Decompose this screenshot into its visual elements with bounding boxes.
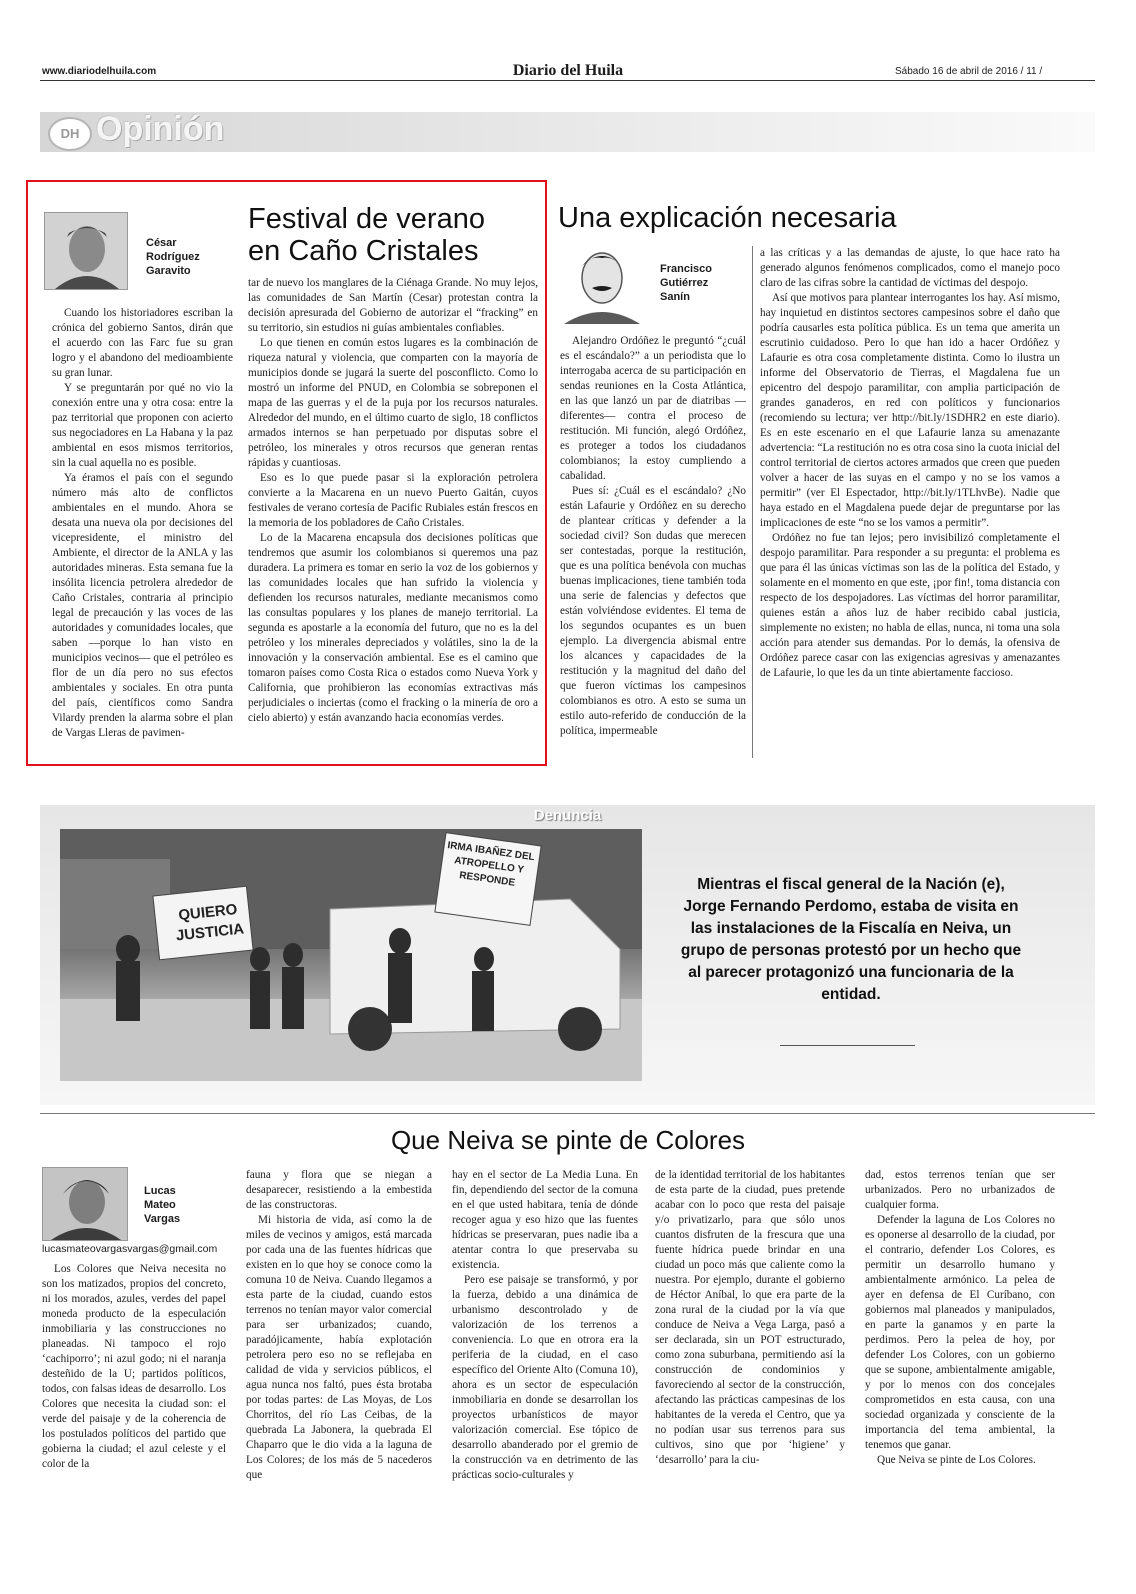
author-email[interactable]: lucasmateovargasvargas@gmail.com (42, 1243, 218, 1255)
article2-column-2: a las críticas y a las demandas de ajuste, lo que hace rato ha generado algunos fenómenos complicados, como el manejo poco claro de las cifras sobre la cantidad de víctimas del despojo. Así que motivos para plantear interrogantes los hay. Así mismo, hay inquietud en distintos sectores campesinos sobre el daño que podría causarles esta política pública. Es un tema que amerita un escrutinio cuidadoso. Pero lo que han ido a hacer Ordóñez y Lafaurie es otra cosa completamente distinta. Como lo ilustra un informe del Observatorio de Tierras, el Magdalena fue un epicentro del despojo paramilitar, con amplia participación de grandes ganaderos, en red con políticos y funcionarios (recomiendo su lectura; ver http://bit.ly/1SDHR2 en este diario). Es en este escenario en el que Lafaurie lanza su amenazante advertencia: “La restitución no es otra cosa sino la cuota inicial del control territorial de ciertos actores armados que creen que pueden volver a hacer de las suyas en el campo y no se los vamos a permitir” (ver El Espectador, http://bit.ly/1TLhvBe). Nadie que haya estado en el Magdalena puede dejar de preguntarse por las implicaciones de este “no se los vamos a permitir”. Ordóñez no fue tan lejos; pero invisibilizó completamente el despojo paramilitar. Para responder a su pregunta: el problema es que para él las únicas víctimas son las de la política del Estado, y solamente en el momento en que este, ¡por fin!, toma distancia con respecto de los despojadores. Las víctimas del horror paramilitar, quienes están a años luz de haber recibido cabal justicia, simplemente no existen; no habla de ellas, nunca, ni toma una sola acción para atender sus demandas. Por lo demás, la ofensiva de Ordóñez parece casar con las exigencias agresivas y amenazantes de Lafaurie, lo que les da un tinte abiertamente faccioso. (760, 247, 1060, 679)
author-photo-vargas (42, 1167, 128, 1241)
caption-rule (780, 1045, 915, 1046)
author-photo-rodriguez (44, 212, 128, 290)
dh-logo: DH (48, 117, 92, 151)
site-url: www.diariodelhuila.com (42, 66, 157, 77)
author-photo-gutierrez (560, 244, 644, 324)
headline-explicacion: Una explicación necesaria (558, 202, 897, 234)
article3-column-1: Los Colores que Neiva necesita no son los matizados, propios del concreto, ni los morados, azules, verdes del papel moneda producto de la especulación inmobiliaria y las construcciones no planeadas. Ni tampoco el rojo ‘cachiporro’; ni azul godo; ni el naranja desteñido de la U; partidos políticos, todos, con falsas ideas de desarrollo. Los Colores que necesita la ciudad son: el verde del paisaje y de la coherencia de los postulados políticos del partido que gobierna la ciudad; el azul celeste y el color de la (42, 1263, 226, 1470)
protest-photo (60, 829, 642, 1081)
article3-column-2: fauna y flora que se niegan a desaparecer, resistiendo a la embestida de las constructoras. Mi historia de vida, así como la de miles de vecinos y amigos, está marcada por cada una de las fuentes hídricas que existen en lo que hoy se conoce como la comuna 10 de Neiva. Cuando llegamos a esta parte de la ciudad, cuando estos terrenos no tenían mayor valor comercial para ser urbanizados; cuando, paradójicamente, había explotación petrolera pero eso no se reflejaba en calidad de vida y servicios públicos, el agua nunca nos faltó, pues ésta brotaba por todas partes: de Las Moyas, de Los Chorritos, del río Las Ceibas, de la quebrada La Jabonera, la quebrada El Chaparro que le dio vida a la laguna de Los Colores; de los más de 5 nacederos que (246, 1169, 432, 1481)
article3-column-5: dad, estos terrenos tenían que ser urbanizados. Pero no urbanizados de cualquier forma. Defender la laguna de Los Colores no es oponerse al desarrollo de la ciudad, por el contrario, defender Los Colores, es permitir un desarrollo humano y ambientalmente armónico. La pelea de ayer en defensa de El Curíbano, con gobiernos mal planeados y manipulados, en parte la ganamos y en parte la perdimos. Pero la pelea de hoy, por defender Los Colores, con un gobierno que se supone, ambientalmente amigable, y por lo menos con dos concejales comprometidos en esta causa, con una sociedad organizada y consciente de la importancia del tema ambiental, la tenemos que ganar. Que Neiva se pinte de Los Colores. (865, 1169, 1055, 1466)
sign-irma-ibanez: IRMA IBAÑEZ DEL ATROPELLO Y RESPONDE (446, 840, 536, 889)
denuncia-label: Denuncia (533, 807, 602, 824)
author-name-rodriguez: César Rodríguez Garavito (146, 237, 200, 277)
article3-column-3: hay en el sector de La Media Luna. En fin, dependiendo del sector de la comuna en el que usted habitara, tenía de dónde recoger agua y eso hizo que las fuentes hídricas se preservaran, pues nadie iba a atentar contra lo que preservaba su existencia. Pero ese paisaje se transformó, y por la fuerza, debido a una dinámica de urbanismo descontrolado y de valorización de los terrenos a conveniencia. Lo que en otrora era la periferia de la ciudad, en el caso específico del Oriente Alto (Comuna 10), ahora es un sector de especulación inmobiliaria en donde se desarrollan los proyectos urbanísticos de mayor valorización comercial. Ese tópico de desarrollo abanderado por el gremio de la construcción va en detrimento de las prácticas socio-culturales y (452, 1169, 638, 1481)
headline-neiva: Que Neiva se pinte de Colores (390, 1125, 746, 1155)
masthead-rule (40, 80, 1095, 81)
newspaper-title: Diario del Huila (512, 62, 624, 79)
issue-date: Sábado 16 de abril de 2016 / 11 / (895, 66, 1043, 77)
author-name-vargas: Lucas Mateo Vargas (144, 1185, 181, 1225)
section-rule (40, 1113, 1095, 1114)
article1-column-2: tar de nuevo los manglares de la Ciénaga Grande. No muy lejos, las comunidades de San Martín (Cesar) protestan contra la decisión apresurada del Gobierno de autorizar el “fracking” en su territorio, sin estudios ni guías ambientales confiables. Lo que tienen en común estos lugares es la combinación de riqueza natural y violencia, que comparten con la mayoría de municipios donde se jugará la suerte del posconflicto. Como lo mostró un informe del PNUD, en Colombia se sobreponen el mapa de las guerras y el de la puja por los recursos naturales. Alrededor del mundo, en el último cuarto de siglo, 18 conflictos armados internos se han perpetuado por disputas sobre el petróleo, los minerales y otros recursos que generan rentas rápidas y cuantiosas. Eso es lo que puede pasar si la exploración petrolera convierte a la Macarena en un nuevo Puerto Gaitán, cuyos festivales de verano cortesía de Pacific Rubiales están frescos en la memoria de los pobladores de Caño Cristales. Lo de la Macarena encapsula dos decisiones políticas que tendremos que asumir los colombianos si queremos una paz duradera. La primera es tomar en serio la voz de los gobiernos y las comunidades locales que han sufrido la violencia y defienden los recursos naturales, mediante mecanismos como las consultas populares y los planes de manejo territorial. La segunda es apostarle a la economía del futuro, que no es la del petróleo y los minerales depreciados y volátiles, sino la de la innovación y la conservación ambiental. Ese es el camino que tomaron países como Costa Rica o estados como Nueva York y California, que prohibieron las economías extractivas más perjudiciales o inciertas (como el fracking o la minería de oro a cielo abierto) y están avanzando hacia economías verdes. (248, 277, 538, 724)
section-name: Opinión (96, 110, 225, 148)
sign-quiero-justicia: QUIERO JUSTICIA (175, 901, 245, 945)
author-name-gutierrez: Francisco Gutiérrez Sanín (660, 263, 712, 303)
photo-caption: Mientras el fiscal general de la Nación (e), Jorge Fernando Perdomo, estaba de visita en las instalaciones de la Fiscalía en Neiva, un grupo de personas protestó por un hecho que al parecer protagonizó una funcionaria de la entidad. (680, 876, 1022, 1003)
article2-column-1: Alejandro Ordóñez le preguntó “¿cuál es el escándalo?” a un periodista que lo interrogaba acerca de su participación en sendas reuniones en la Costa Atlántica, en las que lanzó un par de diatribas —diferentes— contra el proceso de restitución. Mi función, alegó Ordóñez, es proteger a todos los ciudadanos colombianos; la estoy cumpliendo a cabalidad. Pues sí: ¿Cuál es el escándalo? ¿No están Lafaurie y Ordóñez en su derecho de plantear críticas y defender a la sociedad civil? Son dudas que merecen ser contestadas, porque la restitución, que es una política benévola con muchas buenas implicaciones, tiene también toda una serie de falencias y defectos que están volviéndose evidentes. El tema de los segundos ocupantes es un buen ejemplo. La divergencia abismal entre los alcances y capacidades de la restitución y la magnitud del daño del que fueron víctimas los campesinos colombianos es otro. A esto se suma un estilo auto-referido de conducción de la política, impermeable (560, 335, 746, 737)
column-divider (752, 246, 753, 758)
article1-column-1: Cuando los historiadores escriban la crónica del gobierno Santos, dirán que el acuerdo con las Farc fue su gran logro y el abandono del medioambiente su gran lunar. Y se preguntarán por qué no vio la conexión entre una y otra cosa: entre la paz territorial que proponen con acierto sus negociadores en La Habana y la paz ambiental en esos mismos territorios, sin la cual aquella no es posible. Ya éramos el país con el segundo número más alto de conflictos ambientales en el mundo. Ahora se desata una nueva ola por decisiones del vicepresidente, el ministro del Ambiente, el director de la ANLA y las autoridades mineras. Esta semana fue la insólita licencia petrolera alrededor de Caño Cristales, contraria al principio legal de precaución y las voces de las autoridades y comunidades locales, que saben —porque lo han visto en municipios vecinos— que el petróleo es flor de un día pero no sus efectos ambientales y sociales. En otra punta del país, científicos como Sandra Vilardy prenden la alarma sobre el plan de Vargas Lleras de pavimen- (52, 307, 233, 739)
headline-festival: Festival de verano en Caño Cristales (248, 203, 485, 267)
article3-column-4: de la identidad territorial de los habitantes de esta parte de la ciudad, pues pretende acabar con lo poco que resta del paisaje y/o privatizarlo, para que sólo unos cuantos disfruten de la frescura que una fuente hídrica puede brindar en una ciudad un poco más que caliente como la nuestra. Por ejemplo, durante el gobierno de Héctor Aníbal, lo que era parte de la zona rural de la ciudad por la vía que conduce de Neiva a Vega Larga, pasó a ser declarada, sin un POT estructurado, como zona suburbana, permitiendo así la construcción de condominios y favoreciendo al sector de la construcción, afectando las prácticas campesinas de los habitantes de la vereda el Centro, que ya no podían usar sus terrenos para sus cultivos, sino que por ‘higiene’ y ‘desarrollo’ para la ciu- (655, 1169, 845, 1466)
